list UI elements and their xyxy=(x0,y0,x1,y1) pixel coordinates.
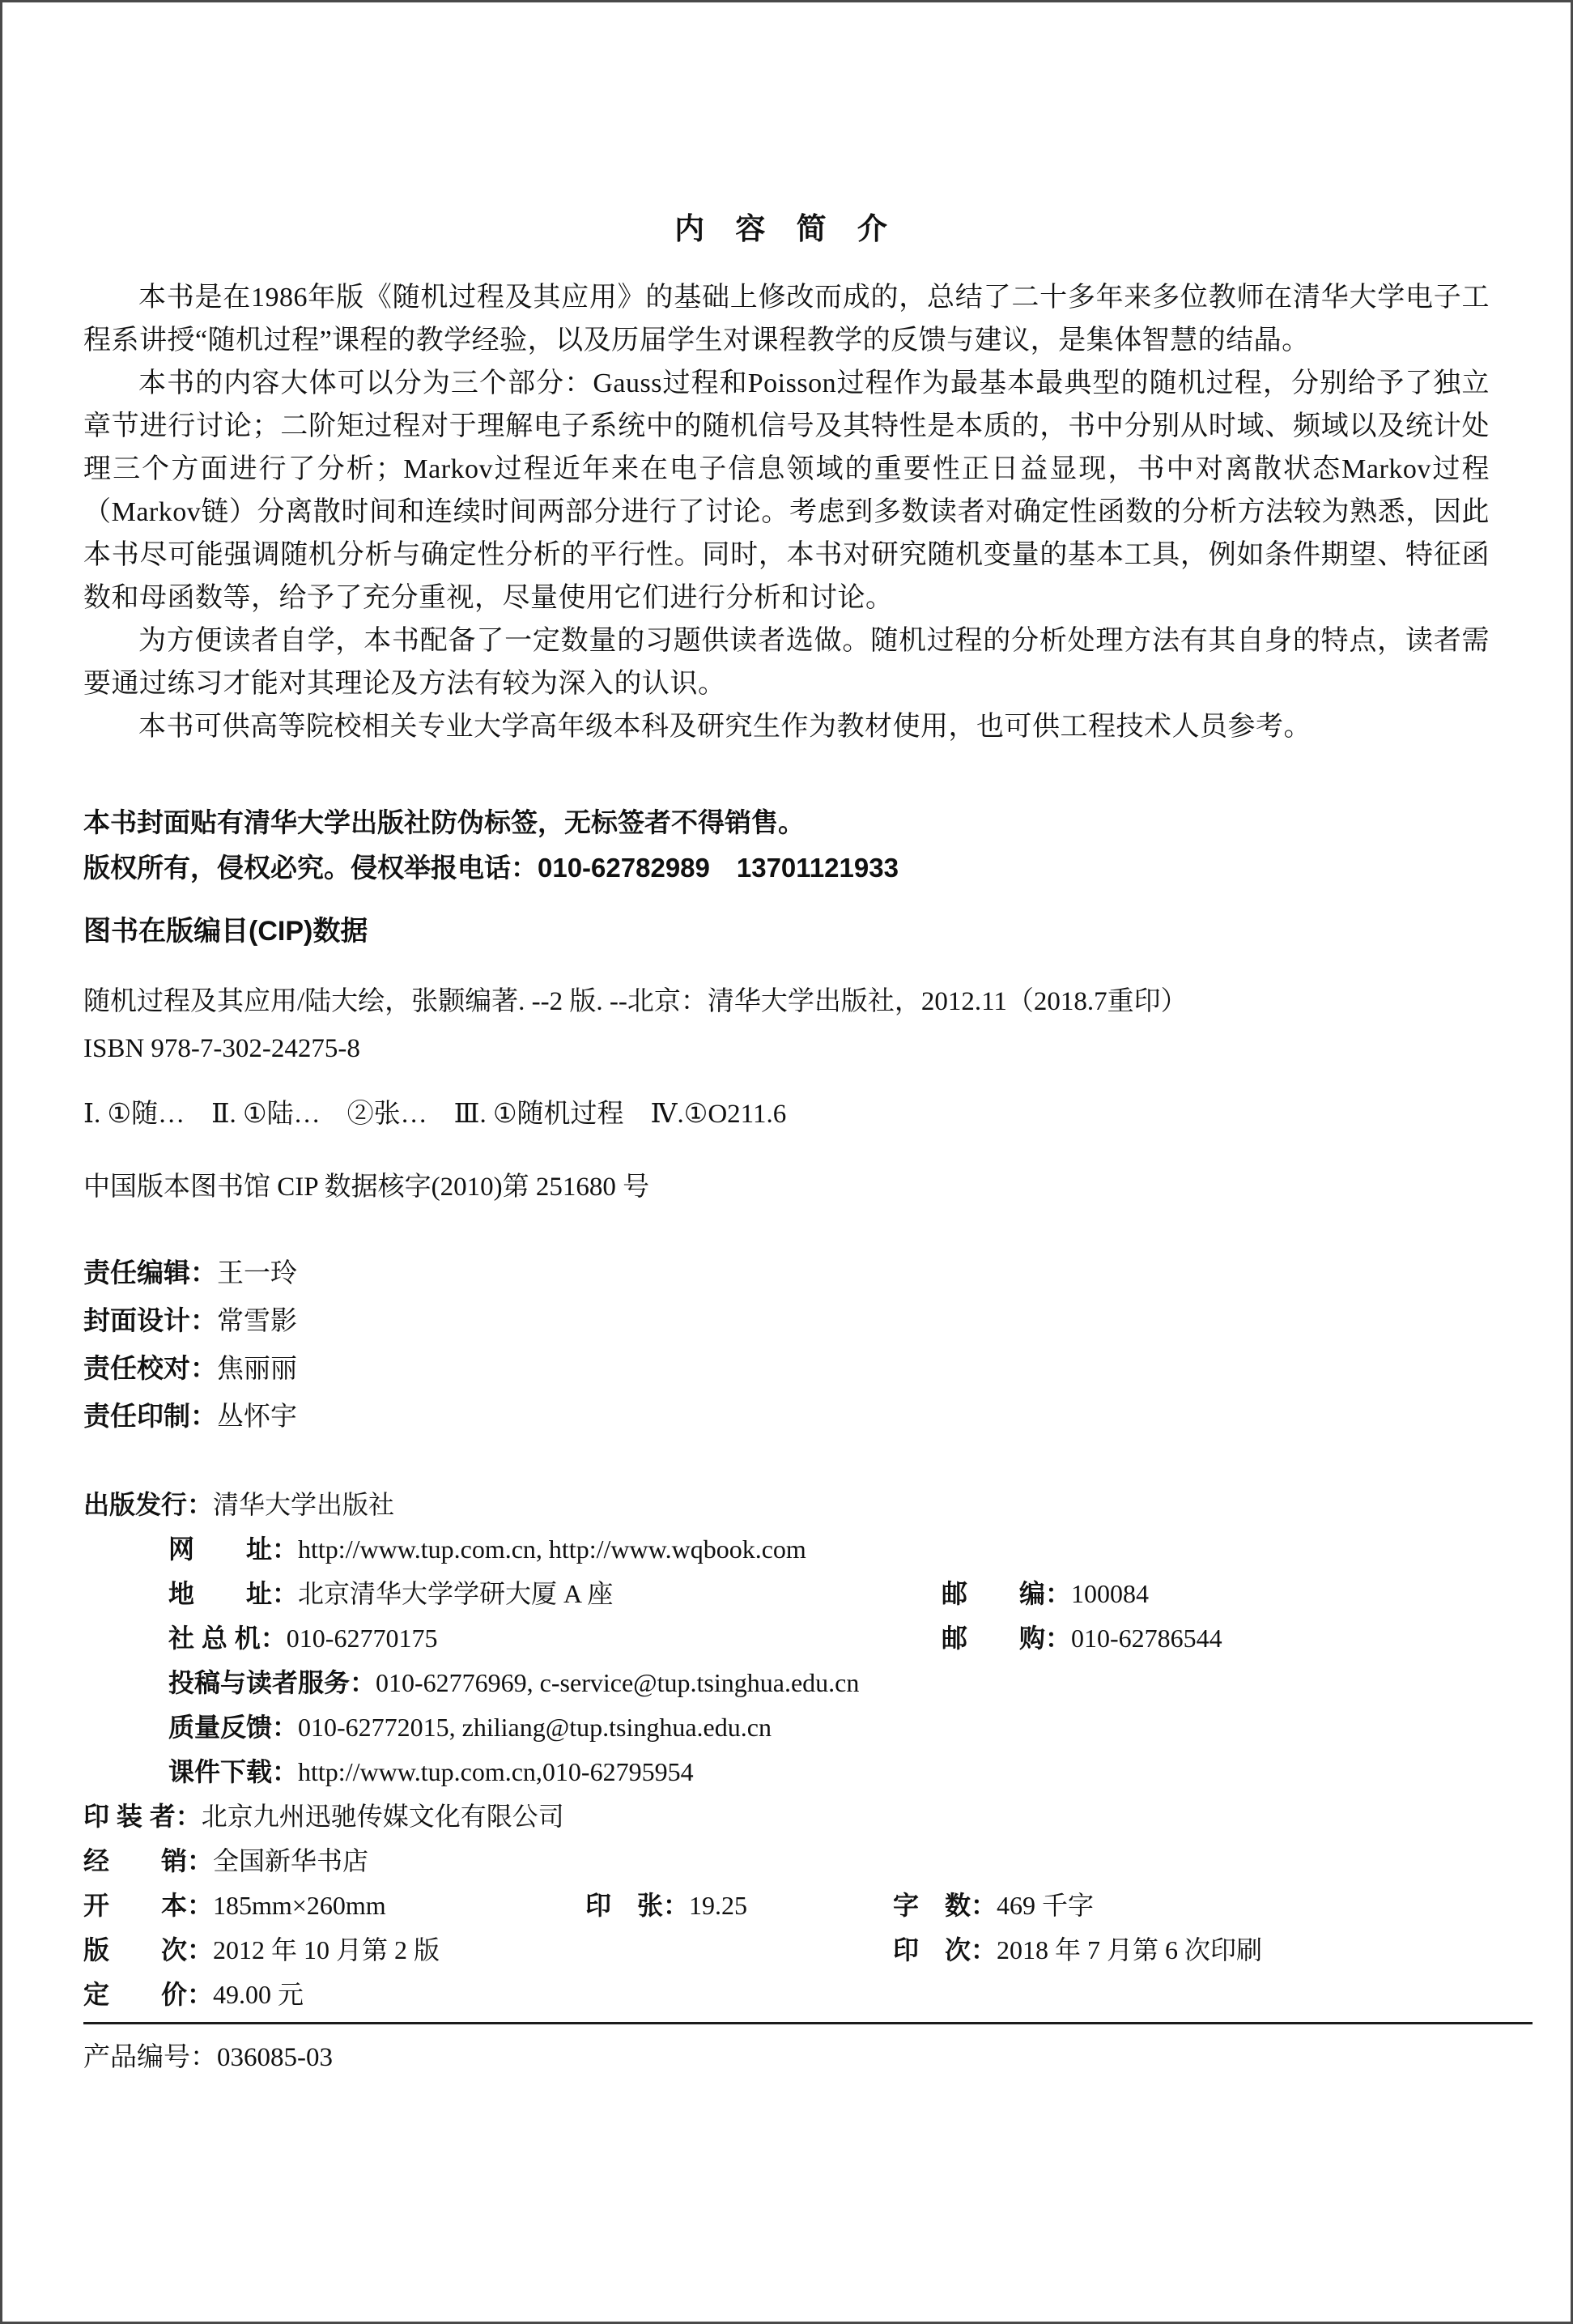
row-value: 010-62776969, c-service@tup.tsinghua.edu.cn xyxy=(376,1668,860,1697)
publishing-row xyxy=(83,1616,1490,1661)
row-value: 19.25 xyxy=(689,1891,748,1920)
staff-label: 责任校对： xyxy=(83,1353,217,1383)
staff-label: 责任印制： xyxy=(83,1401,217,1431)
staff-value: 焦丽丽 xyxy=(217,1355,297,1384)
staff-value: 丛怀宇 xyxy=(217,1402,297,1432)
publishing-row xyxy=(83,1527,1490,1572)
staff-value: 王一玲 xyxy=(217,1259,297,1288)
row-value: 010-62770175 xyxy=(286,1624,438,1653)
row-value: 010-62786544 xyxy=(1071,1624,1222,1653)
row-label: 社 总 机： xyxy=(168,1624,287,1653)
anti-piracy-notice: 本书封面贴有清华大学出版社防伪标签，无标签者不得销售。 xyxy=(83,807,805,837)
staff-section xyxy=(83,1249,1490,1441)
staff-value: 常雪影 xyxy=(217,1307,297,1336)
row-label: 印 装 者： xyxy=(83,1802,202,1831)
staff-label: 封面设计： xyxy=(83,1305,217,1335)
row-label: 经 销： xyxy=(83,1846,214,1875)
cip-heading: 图书在版编目(CIP)数据 xyxy=(83,916,368,947)
product-code-label: 产品编号： xyxy=(83,2043,217,2072)
publishing-row xyxy=(83,1705,1490,1750)
staff-row xyxy=(83,1393,1490,1441)
intro-paragraph: 本书可供高等院校相关专业大学高年级本科及研究生作为教材使用，也可供工程技术人员参考。 xyxy=(138,712,1312,742)
row-value: 49.00 元 xyxy=(213,1980,304,2009)
row-label: 邮 编： xyxy=(942,1579,1072,1608)
row-label: 印 次： xyxy=(893,1935,997,1964)
publishing-row xyxy=(83,1794,1490,1839)
publishing-row xyxy=(83,1661,1490,1705)
row-label: 邮 购： xyxy=(942,1624,1072,1653)
publishing-row xyxy=(83,1928,1490,1973)
product-code-value: 036085-03 xyxy=(217,2043,333,2072)
row-value: 北京清华大学学研大厦 A 座 xyxy=(298,1579,614,1608)
row-col2 xyxy=(942,1616,1222,1661)
row-label: 地 址： xyxy=(168,1579,299,1608)
intro-paragraph: 本书的内容大体可以分为三个部分：Gauss过程和Poisson过程作为最基本最典型的随机过程，分别给予了独立章节进行讨论；二阶矩过程对于理解电子系统中的随机信号及其特性是本质的，书中分别从时域、频域以及统计处理三个方面进行了分析；Markov过程近年来在电子信息领域的重要性正日益显现，书中对离散状态Markov过程（Markov链）分离散时间和连续时间两部分进行了讨论。考虑到多数读者对确定性函数的分析方法较为熟悉，因此本书尽可能强调随机分析与确定性分析的平行性。同时，本书对研究随机变量的基本工具，例如条件期望、特征函数和母函数等，给予了充分重视，尽量使用它们进行分析和讨论。 xyxy=(83,368,1490,613)
row-label: 字 数： xyxy=(893,1891,997,1920)
row-value: http://www.tup.com.cn,010-62795954 xyxy=(298,1757,694,1786)
product-code xyxy=(83,2039,1490,2076)
row-label: 定 价： xyxy=(83,1980,214,2009)
row-label: 网 址： xyxy=(168,1534,299,1564)
row-value: 2012 年 10 月第 2 版 xyxy=(213,1935,440,1964)
copyright-notice: 版权所有，侵权必究。侵权举报电话：010-62782989 13701121933 xyxy=(83,853,899,883)
row-col2 xyxy=(585,1883,747,1928)
cip-registry: 中国版本图书馆 CIP 数据核字(2010)第 251680 号 xyxy=(83,1173,650,1202)
row-label: 印 张： xyxy=(585,1891,690,1920)
staff-row xyxy=(83,1345,1490,1393)
publishing-row xyxy=(83,1973,1490,2017)
publishing-row xyxy=(83,1483,1490,1527)
intro-section xyxy=(83,276,1490,748)
row-label: 投稿与读者服务： xyxy=(168,1668,376,1697)
staff-row xyxy=(83,1249,1490,1297)
divider-rule xyxy=(83,2022,1533,2024)
cip-record: 随机过程及其应用/陆大绘，张颢编著. --2 版. --北京：清华大学出版社，2012.11（2018.7重印） xyxy=(83,987,1188,1016)
row-value: 010-62772015, zhiliang@tup.tsinghua.edu.cn xyxy=(298,1713,772,1742)
staff-row xyxy=(83,1297,1490,1345)
row-col2 xyxy=(942,1572,1149,1616)
row-value: 北京九州迅驰传媒文化有限公司 xyxy=(201,1802,564,1831)
row-col2 xyxy=(893,1928,1262,1973)
row-value: 全国新华书店 xyxy=(213,1846,369,1875)
row-value: 清华大学出版社 xyxy=(213,1490,395,1519)
publishing-row xyxy=(83,1750,1490,1794)
cip-classification: Ⅰ. ①随… Ⅱ. ①陆… ②张… Ⅲ. ①随机过程 Ⅳ.①O211.6 xyxy=(83,1100,787,1129)
row-label: 质量反馈： xyxy=(168,1713,299,1742)
page-title: 内 容 简 介 xyxy=(674,212,899,245)
staff-label: 责任编辑： xyxy=(83,1258,217,1288)
row-value: 2018 年 7 月第 6 次印刷 xyxy=(997,1935,1263,1964)
row-value: 100084 xyxy=(1071,1579,1150,1608)
row-label: 版 次： xyxy=(83,1935,214,1964)
intro-paragraph: 为方便读者自学，本书配备了一定数量的习题供读者选做。随机过程的分析处理方法有其自身的特点，读者需要通过练习才能对其理论及方法有较为深入的认识。 xyxy=(83,626,1490,699)
notice-section xyxy=(83,800,1490,891)
row-label: 出版发行： xyxy=(83,1490,214,1519)
cip-isbn: ISBN 978-7-302-24275-8 xyxy=(83,1034,360,1063)
publishing-row xyxy=(83,1839,1490,1883)
publishing-section xyxy=(83,1483,1490,2017)
row-label: 开 本： xyxy=(83,1891,214,1920)
row-label: 课件下载： xyxy=(168,1757,299,1786)
row-value: http://www.tup.com.cn, http://www.wqbook.com xyxy=(298,1534,806,1564)
publishing-row xyxy=(83,1572,1490,1616)
row-value: 185mm×260mm xyxy=(213,1891,386,1920)
row-value: 469 千字 xyxy=(997,1891,1095,1920)
publishing-row xyxy=(83,1883,1490,1928)
row-col3 xyxy=(893,1883,1094,1928)
cip-body xyxy=(83,978,1490,1072)
intro-paragraph: 本书是在1986年版《随机过程及其应用》的基础上修改而成的，总结了二十多年来多位教师在清华大学电子工程系讲授“随机过程”课程的教学经验，以及历届学生对课程教学的反馈与建议，是集体智慧的结晶。 xyxy=(83,283,1490,355)
